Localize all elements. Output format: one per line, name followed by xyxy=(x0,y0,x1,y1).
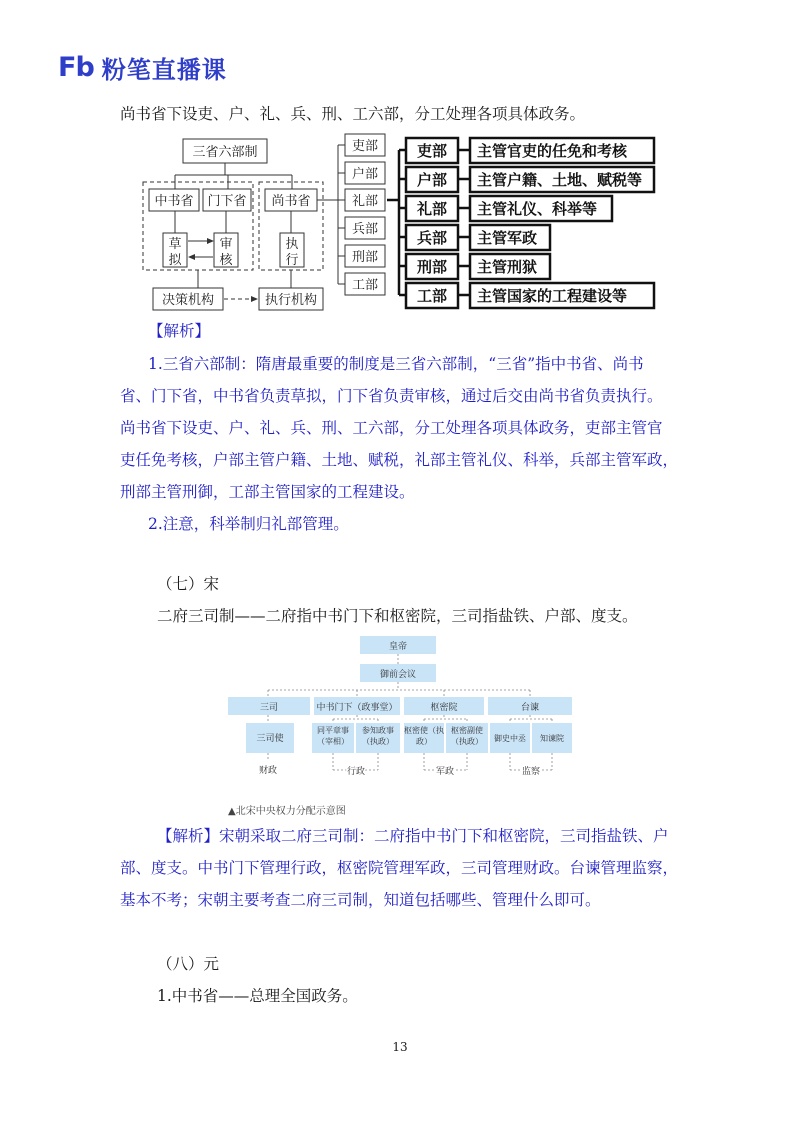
song-heading: （七）宋 xyxy=(157,575,220,593)
d1-cao: 草 xyxy=(168,237,182,252)
d1-ni: 拟 xyxy=(168,253,182,268)
diagram-song-power xyxy=(0,630,800,830)
d1-ministry: 工部 xyxy=(416,287,448,305)
d1-juece: 决策机构 xyxy=(161,293,215,308)
d2-dept: 三司 xyxy=(259,703,279,713)
d1-ministry: 礼部 xyxy=(416,200,448,218)
d2-official: 御史中丞 xyxy=(494,734,526,743)
d2-function: 行政 xyxy=(346,767,366,777)
d2-official: 知谏院 xyxy=(540,734,564,743)
logo-mark: Fb xyxy=(58,52,94,83)
yuan-line: 1.中书省——总理全国政务。 xyxy=(157,987,358,1005)
d1-ministry-small: 工部 xyxy=(351,278,379,293)
analysis1-line: 省、门下省，中书省负责草拟，门下省负责审核，通过后交由尚书省负责执行。 xyxy=(120,387,663,405)
d2-function: 监察 xyxy=(521,767,541,777)
d2-council: 御前会议 xyxy=(379,670,417,680)
d1-ministry-small: 兵部 xyxy=(351,222,379,237)
analysis1-heading: 【解析】 xyxy=(148,322,211,340)
d2-emperor: 皇帝 xyxy=(388,642,408,652)
d2-dept: 台谏 xyxy=(520,703,540,713)
d1-duty: 主管礼仪、科举等 xyxy=(477,200,598,218)
d1-shen: 审 xyxy=(219,237,233,252)
d2-official: 枢密副使（执政） xyxy=(451,726,483,746)
d1-shangshu: 尚书省 xyxy=(271,194,311,209)
d2-official: 三司使 xyxy=(256,734,284,744)
analysis1-line: 吏任免考核，户部主管户籍、土地、赋税，礼部主管礼仪、科举，兵部主管军政， xyxy=(120,451,679,469)
d1-ministry-small: 户部 xyxy=(351,167,379,182)
d1-top: 三省六部制 xyxy=(192,145,258,160)
d1-zhongshu: 中书省 xyxy=(154,194,194,209)
d2-official: 同平章事（宰相） xyxy=(317,726,349,746)
d1-ministry-small: 刑部 xyxy=(351,250,379,265)
yuan-heading: （八）元 xyxy=(157,955,220,973)
d2-caption: ▲北宋中央权力分配示意图 xyxy=(228,806,346,817)
d1-duty: 主管军政 xyxy=(477,229,538,247)
d1-he: 核 xyxy=(219,253,233,268)
d1-ministry-small: 礼部 xyxy=(351,194,379,209)
d1-ministry: 户部 xyxy=(416,171,448,189)
d1-ministry-small: 吏部 xyxy=(351,139,379,154)
d1-menxia: 门下省 xyxy=(207,194,247,209)
d1-ministry: 刑部 xyxy=(416,258,448,276)
d2-dept: 枢密院 xyxy=(430,703,458,713)
intro-line: 尚书省下设吏、户、礼、兵、刑、工六部，分工处理各项具体政务。 xyxy=(120,105,586,123)
d2-official: 参知政事（执政） xyxy=(362,726,394,746)
d2-function: 财政 xyxy=(258,766,278,776)
analysis2-line: 部、度支。中书门下管理行政，枢密院管理军政，三司管理财政。台谏管理监察， xyxy=(120,859,679,877)
diagram-three-departments xyxy=(0,0,800,330)
d2-function: 军政 xyxy=(435,767,455,777)
song-line: 二府三司制——二府指中书门下和枢密院，三司指盐铁、户部、度支。 xyxy=(157,607,638,625)
d1-duty: 主管国家的工程建设等 xyxy=(477,287,628,305)
brand-name: 粉笔直播课 xyxy=(101,56,227,84)
analysis1-line: 尚书省下设吏、户、礼、兵、刑、工六部，分工处理各项具体政务，吏部主管官 xyxy=(120,419,663,437)
analysis1-line: 2.注意，科举制归礼部管理。 xyxy=(148,515,349,533)
d1-duty: 主管户籍、土地、赋税等 xyxy=(477,171,643,189)
analysis1-line: 刑部主管刑御，工部主管国家的工程建设。 xyxy=(120,483,415,501)
d2-official: 枢密使（执政） xyxy=(404,726,444,746)
d2-dept: 中书门下（政事堂） xyxy=(316,703,398,713)
d1-zhi: 执 xyxy=(285,237,299,252)
d1-duty: 主管官吏的任免和考核 xyxy=(477,142,628,160)
analysis2-text: 宋朝采取二府三司制：二府指中书门下和枢密院，三司指盐铁、户 xyxy=(219,827,669,845)
analysis2-line: 基本不考；宋朝主要考查二府三司制，知道包括哪些、管理什么即可。 xyxy=(120,891,601,909)
d1-ministry: 兵部 xyxy=(416,229,448,247)
analysis1-line: 1.三省六部制：隋唐最重要的制度是三省六部制，“三省”指中书省、尚书 xyxy=(148,355,644,373)
d1-duty: 主管刑狱 xyxy=(477,258,538,276)
d1-xing: 行 xyxy=(285,253,299,268)
d1-zhixing: 执行机构 xyxy=(264,293,318,308)
d1-ministry: 吏部 xyxy=(416,142,448,160)
analysis2-heading: 【解析】 xyxy=(157,827,220,845)
analysis2-line0 xyxy=(157,826,669,846)
page-number: 13 xyxy=(392,1040,408,1054)
